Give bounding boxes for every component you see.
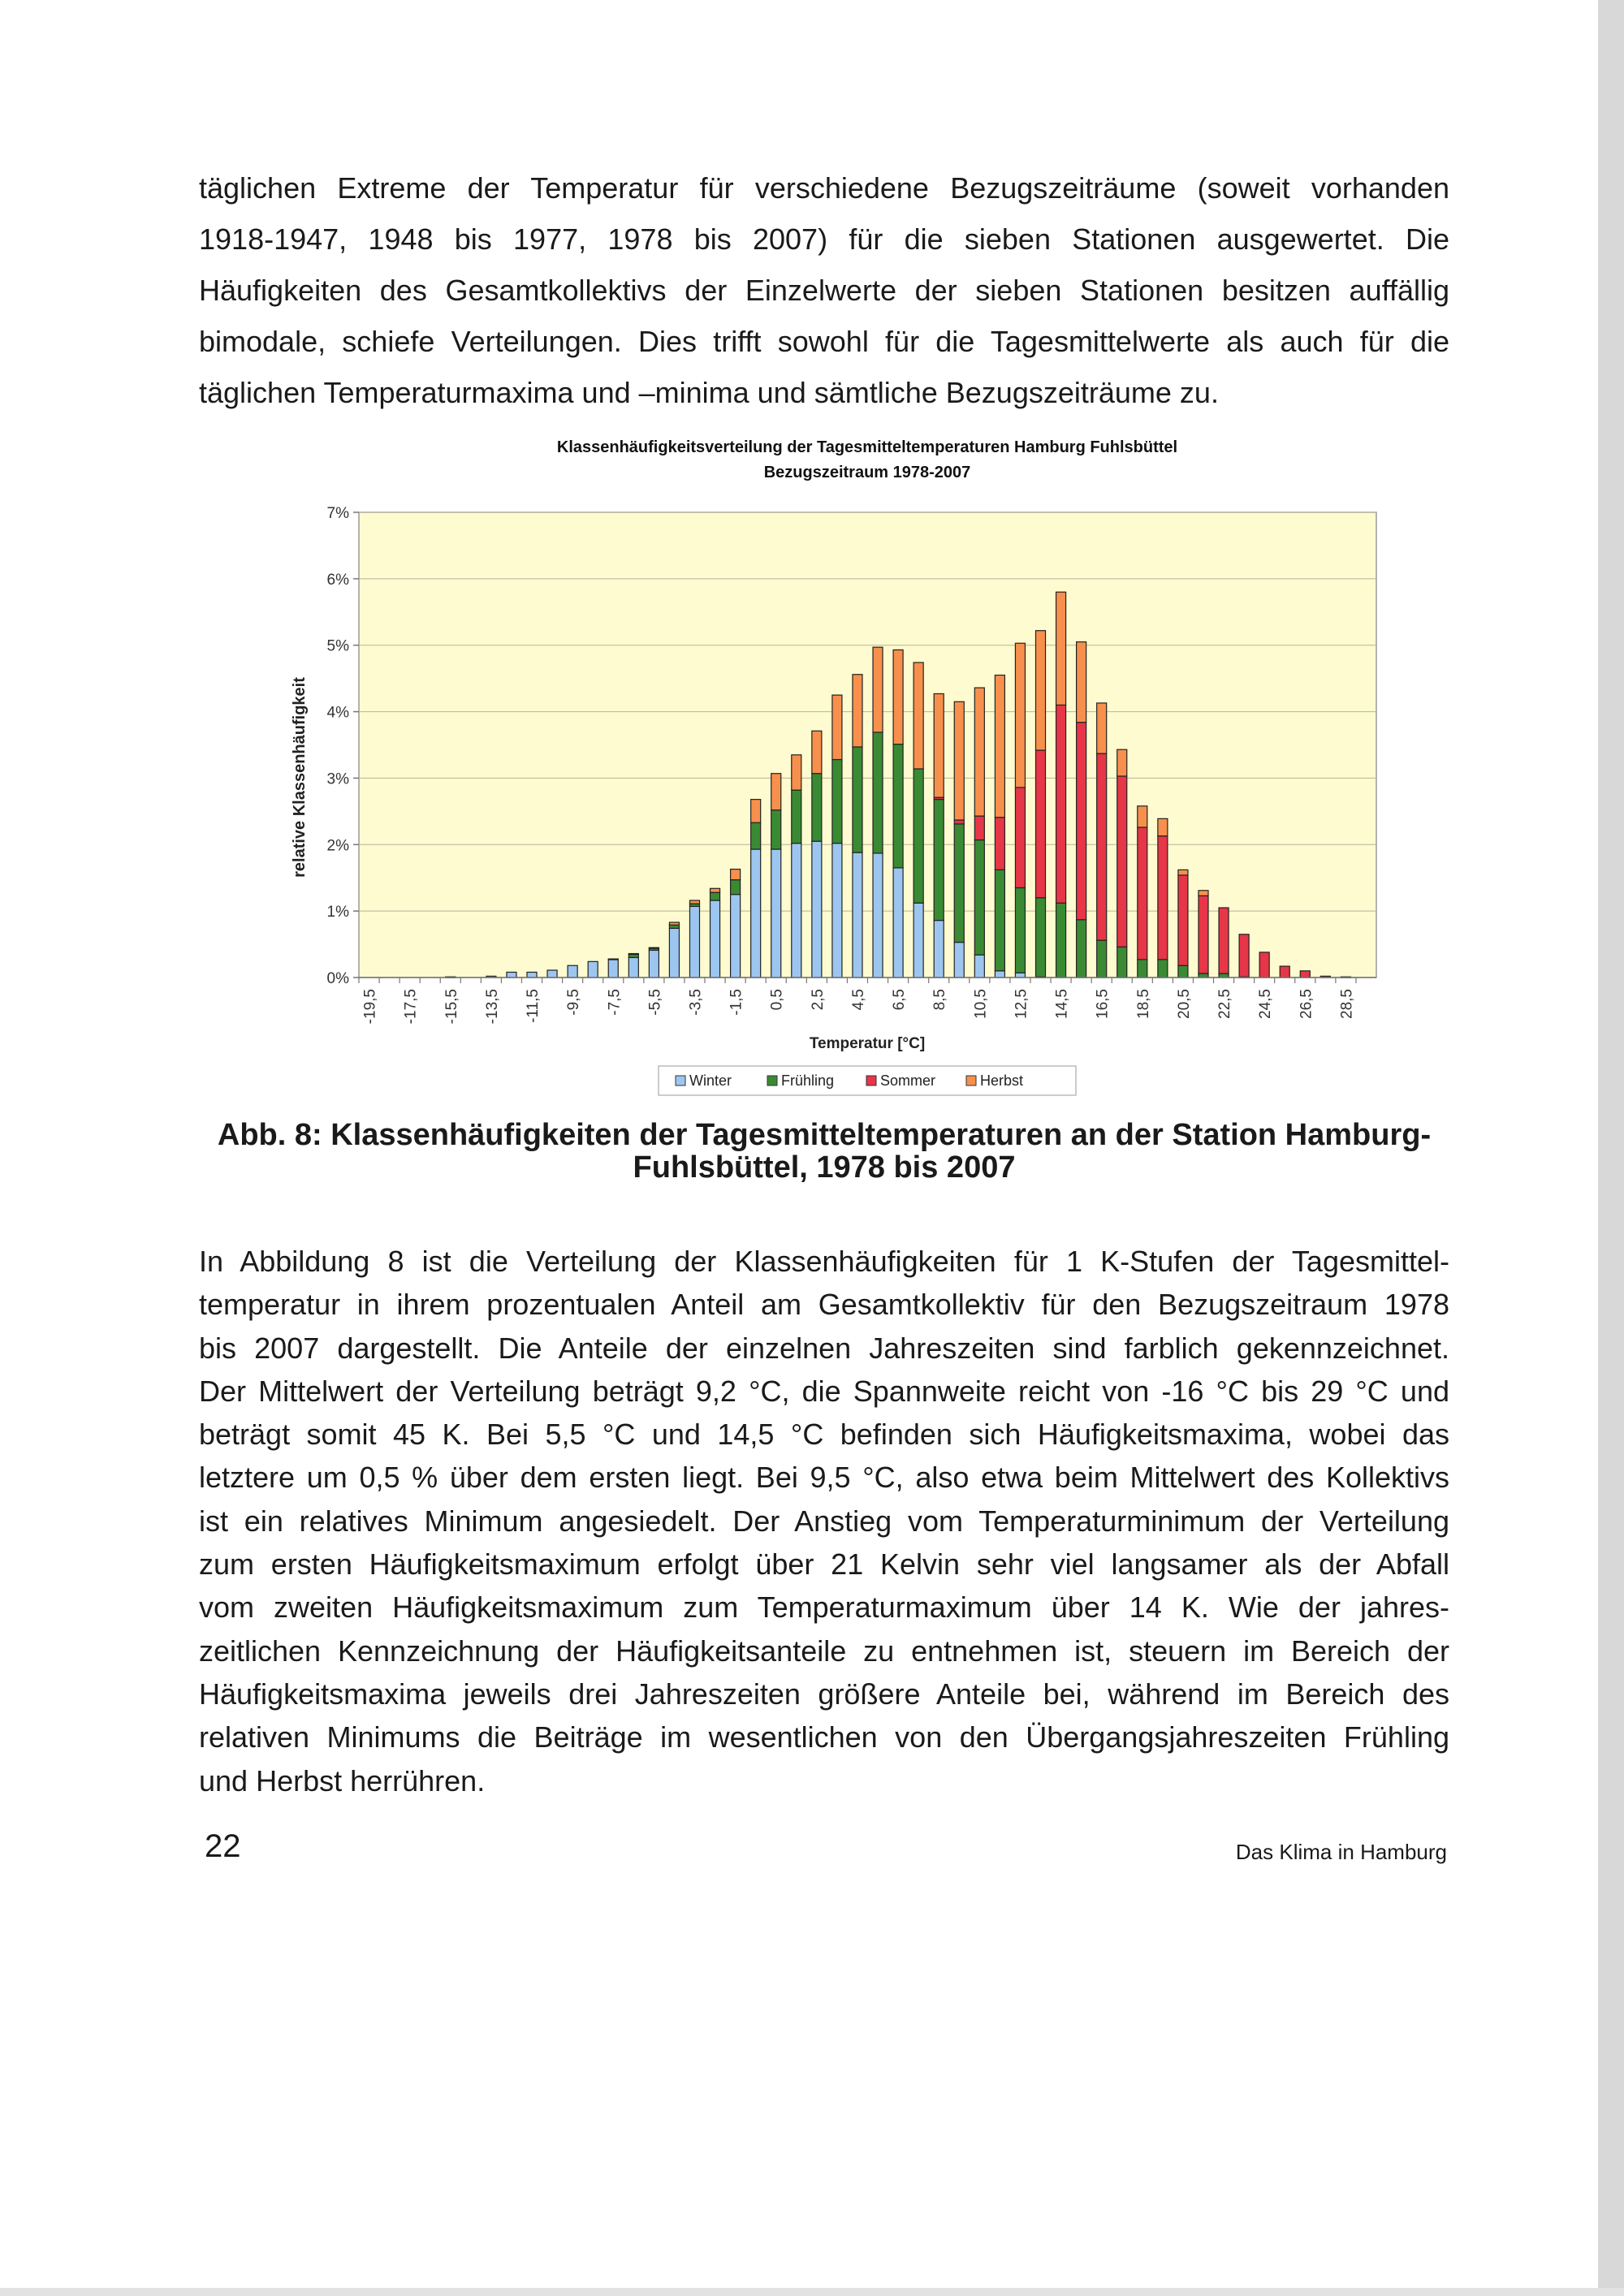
bar-segment-herbst bbox=[1138, 806, 1147, 827]
y-tick-label: 2% bbox=[326, 837, 349, 855]
bar-segment-sommer bbox=[1300, 971, 1310, 978]
caption-line: Abb. 8: Klassenhäufigkeiten der Tagesmitteltemperaturen an der Station Hamburg- bbox=[217, 1118, 1432, 1152]
x-tick-label: 14,5 bbox=[1053, 989, 1071, 1019]
bar-segment-winter bbox=[751, 849, 761, 978]
bar-segment-sommer bbox=[1056, 705, 1066, 903]
y-tick-label: 5% bbox=[326, 637, 349, 655]
bar-segment-frühling bbox=[934, 800, 944, 921]
bar-segment-winter bbox=[628, 957, 638, 978]
text-line: zum ersten Häufigkeitsmaximum erfolgt über 21 Kelvin sehr viel langsamer als der Abfall bbox=[199, 1547, 1449, 1582]
bar-segment-herbst bbox=[914, 662, 923, 769]
bar-segment-herbst bbox=[792, 755, 801, 790]
bar-segment-sommer bbox=[1219, 908, 1229, 973]
bar-segment-winter bbox=[914, 903, 923, 978]
bar-segment-frühling bbox=[1035, 898, 1045, 977]
x-tick-label: 8,5 bbox=[931, 989, 949, 1011]
x-tick-label: 18,5 bbox=[1134, 989, 1152, 1019]
bar-segment-frühling bbox=[771, 810, 781, 849]
x-tick-label: 20,5 bbox=[1175, 989, 1193, 1019]
caption-line: Fuhlsbüttel, 1978 bis 2007 bbox=[633, 1150, 1016, 1185]
bar-segment-winter bbox=[608, 960, 618, 978]
legend-label: Winter bbox=[689, 1072, 732, 1089]
legend-label: Sommer bbox=[880, 1072, 936, 1089]
bar-segment-frühling bbox=[1056, 903, 1066, 978]
x-tick-label: -7,5 bbox=[606, 989, 624, 1016]
bar-segment-herbst bbox=[710, 888, 720, 892]
legend-label: Frühling bbox=[781, 1072, 835, 1089]
bar-segment-herbst bbox=[1199, 891, 1208, 896]
scan-edge-bottom bbox=[0, 2288, 1624, 2296]
bar-segment-frühling bbox=[954, 824, 964, 943]
bar-segment-winter bbox=[568, 965, 577, 978]
x-tick-label: -13,5 bbox=[483, 989, 501, 1025]
figure-caption bbox=[199, 1119, 1449, 1184]
bar-segment-sommer bbox=[1138, 827, 1147, 960]
bar-segment-sommer bbox=[1117, 776, 1127, 947]
x-tick-label: 10,5 bbox=[972, 989, 990, 1019]
bar-segment-winter bbox=[507, 972, 516, 978]
text-line: beträgt somit 45 K. Bei 5,5 °C und 14,5 °C befinden sich Häufigkeitsmaxima, wobei das bbox=[199, 1418, 1449, 1452]
bar-segment-sommer bbox=[1280, 966, 1289, 978]
bar-segment-frühling bbox=[1138, 960, 1147, 978]
text-line: ist ein relatives Minimum angesiedelt. Der Anstieg vom Temperaturminimum der Verteilung bbox=[199, 1504, 1449, 1538]
bar-segment-winter bbox=[710, 900, 720, 978]
bar-segment-winter bbox=[669, 928, 679, 978]
bar-segment-frühling bbox=[873, 732, 883, 853]
bar-segment-sommer bbox=[1259, 952, 1269, 978]
bar-segment-frühling bbox=[995, 870, 1004, 970]
bar-segment-winter bbox=[1015, 973, 1025, 978]
x-tick-label: 24,5 bbox=[1257, 989, 1275, 1019]
bar-segment-frühling bbox=[974, 840, 984, 956]
x-tick-label: 12,5 bbox=[1013, 989, 1030, 1019]
bar-segment-frühling bbox=[1117, 947, 1127, 978]
bar-segment-sommer bbox=[1077, 723, 1086, 920]
bar-segment-herbst bbox=[1015, 643, 1025, 788]
x-tick-label: 0,5 bbox=[768, 989, 786, 1011]
text-line: täglichen Temperaturmaxima und –minima und sämtliche Bezugszeiträume zu. bbox=[199, 376, 1219, 409]
bar-segment-herbst bbox=[1077, 642, 1086, 723]
bar-segment-frühling bbox=[669, 925, 679, 928]
bar-segment-winter bbox=[689, 906, 699, 978]
bar-segment-winter bbox=[527, 972, 537, 978]
x-tick-label: 4,5 bbox=[849, 989, 867, 1011]
bar-segment-herbst bbox=[832, 695, 842, 759]
x-tick-label: 22,5 bbox=[1216, 989, 1234, 1019]
bar-segment-sommer bbox=[954, 820, 964, 824]
bar-segment-herbst bbox=[689, 900, 699, 904]
bar-segment-herbst bbox=[1097, 703, 1107, 753]
chart-title: Klassenhäufigkeitsverteilung der Tagesmitteltemperaturen Hamburg Fuhlsbüttel bbox=[556, 438, 1178, 456]
bar-segment-frühling bbox=[1158, 960, 1168, 978]
y-tick-label: 3% bbox=[326, 770, 349, 788]
bar-segment-winter bbox=[771, 849, 781, 978]
y-axis-title: relative Klassenhäufigkeit bbox=[291, 677, 309, 878]
bar-segment-herbst bbox=[873, 647, 883, 732]
bar-segment-winter bbox=[853, 852, 862, 978]
bar-segment-sommer bbox=[1239, 934, 1249, 977]
text-line: und Herbst herrühren. bbox=[199, 1763, 486, 1798]
text-line: Häufigkeiten des Gesamtkollektivs der Einzelwerte der sieben Stationen besitzen auffällig bbox=[199, 274, 1449, 307]
text-line: Der Mittelwert der Verteilung beträgt 9,2 °C, die Spannweite reicht von -16 °C bis 29 °C und bbox=[199, 1374, 1449, 1408]
bar-segment-frühling bbox=[832, 760, 842, 844]
bar-segment-sommer bbox=[1178, 875, 1188, 965]
text-line: In Abbildung 8 ist die Verteilung der Klassenhäufigkeiten für 1 K-Stufen der Tagesmittel- bbox=[199, 1245, 1449, 1278]
x-tick-label: 2,5 bbox=[809, 989, 827, 1011]
x-tick-label: -11,5 bbox=[525, 989, 542, 1023]
bar-segment-winter bbox=[954, 943, 964, 978]
bar-segment-winter bbox=[731, 895, 741, 978]
bar-segment-winter bbox=[812, 841, 822, 978]
bar-segment-sommer bbox=[1158, 836, 1168, 960]
bar-segment-winter bbox=[547, 970, 557, 978]
text-line: bis 2007 dargestellt. Die Anteile der einzelnen Jahreszeiten sind farblich gekennzeichnet. bbox=[199, 1331, 1449, 1365]
bar-segment-herbst bbox=[995, 675, 1004, 818]
bar-segment-herbst bbox=[771, 774, 781, 810]
y-tick-label: 6% bbox=[326, 571, 349, 589]
y-tick-label: 1% bbox=[326, 904, 349, 921]
bar-segment-frühling bbox=[1097, 940, 1107, 978]
bar-segment-herbst bbox=[669, 922, 679, 925]
x-tick-label: -17,5 bbox=[402, 989, 420, 1025]
bar-segment-sommer bbox=[1097, 753, 1107, 940]
bar-segment-herbst bbox=[1158, 818, 1168, 835]
x-tick-label: -3,5 bbox=[687, 989, 705, 1016]
bar-segment-frühling bbox=[812, 774, 822, 841]
bar-segment-frühling bbox=[792, 790, 801, 843]
bar-segment-winter bbox=[588, 961, 598, 978]
legend-swatch-herbst bbox=[966, 1076, 976, 1085]
bar-segment-herbst bbox=[853, 675, 862, 747]
text-line: zeitlichen Kennzeichnung der Häufigkeitsanteile zu entnehmen ist, steuern im Bereich der bbox=[199, 1634, 1449, 1668]
bar-segment-herbst bbox=[1035, 631, 1045, 750]
bar-segment-herbst bbox=[1178, 870, 1188, 875]
legend-swatch-sommer bbox=[866, 1076, 876, 1085]
bar-segment-herbst bbox=[893, 650, 903, 744]
bar-segment-winter bbox=[995, 971, 1004, 978]
legend-label: Herbst bbox=[980, 1072, 1024, 1089]
x-tick-label: -1,5 bbox=[728, 989, 745, 1016]
y-tick-label: 7% bbox=[326, 505, 349, 522]
x-tick-label: -5,5 bbox=[646, 989, 664, 1016]
y-tick-label: 0% bbox=[326, 970, 349, 987]
running-footer: Das Klima in Hamburg bbox=[1235, 1840, 1447, 1864]
bar-segment-herbst bbox=[628, 954, 638, 955]
x-tick-label: 6,5 bbox=[891, 989, 909, 1011]
bar-segment-herbst bbox=[812, 731, 822, 773]
bar-segment-herbst bbox=[934, 693, 944, 797]
bar-segment-winter bbox=[832, 844, 842, 978]
x-axis-title: Temperatur [°C] bbox=[809, 1035, 926, 1052]
bar-segment-herbst bbox=[751, 800, 761, 823]
text-line: Häufigkeitsmaxima jeweils drei Jahreszeiten größere Anteile bei, während im Bereich des bbox=[199, 1677, 1449, 1711]
bar-segment-frühling bbox=[914, 769, 923, 903]
bar-segment-sommer bbox=[1199, 896, 1208, 973]
x-tick-label: 28,5 bbox=[1338, 989, 1356, 1019]
text-line: täglichen Extreme der Temperatur für verschiedene Bezugszeiträume (soweit vorhanden bbox=[199, 171, 1449, 205]
x-tick-label: -9,5 bbox=[565, 989, 583, 1016]
bar-segment-herbst bbox=[974, 688, 984, 816]
bar-segment-winter bbox=[893, 868, 903, 978]
bar-segment-sommer bbox=[995, 818, 1004, 870]
paragraph-description bbox=[199, 1240, 1449, 1802]
x-tick-label: 26,5 bbox=[1298, 989, 1315, 1019]
chart-title: Bezugszeitraum 1978-2007 bbox=[763, 464, 971, 481]
bar-segment-herbst bbox=[731, 870, 741, 880]
bar-segment-frühling bbox=[1077, 920, 1086, 978]
y-tick-label: 4% bbox=[326, 704, 349, 722]
text-line: 1918-1947, 1948 bis 1977, 1978 bis 2007) für die sieben Stationen ausgewertet. Die bbox=[199, 222, 1449, 256]
bar-segment-frühling bbox=[1015, 887, 1025, 973]
bar-segment-herbst bbox=[1117, 749, 1127, 776]
text-line: letztere um 0,5 % über dem ersten liegt. Bei 9,5 °C, also etwa beim Mittelwert des Kollektivs bbox=[199, 1461, 1449, 1495]
x-tick-label: 16,5 bbox=[1094, 989, 1112, 1019]
bar-segment-winter bbox=[649, 950, 659, 978]
bar-segment-frühling bbox=[731, 880, 741, 895]
x-tick-label: -15,5 bbox=[443, 989, 460, 1025]
legend-swatch-winter bbox=[676, 1076, 685, 1085]
bar-segment-frühling bbox=[853, 747, 862, 852]
bar-segment-winter bbox=[792, 844, 801, 978]
legend-swatch-frühling bbox=[767, 1076, 777, 1085]
page-number: 22 bbox=[205, 1828, 241, 1864]
bar-segment-herbst bbox=[954, 701, 964, 820]
text-line: temperatur in ihrem prozentualen Anteil am Gesamtkollektiv für den Bezugszeitraum 1978 bbox=[199, 1288, 1449, 1322]
stacked-bar-chart bbox=[0, 0, 1624, 1112]
bar-segment-herbst bbox=[649, 947, 659, 948]
bar-segment-frühling bbox=[1178, 965, 1188, 978]
bar-segment-winter bbox=[934, 921, 944, 978]
bar-segment-herbst bbox=[1056, 592, 1066, 705]
bar-segment-sommer bbox=[1035, 750, 1045, 898]
bar-segment-sommer bbox=[1015, 788, 1025, 888]
text-line: relativen Minimums die Beiträge im wesentlichen von den Übergangsjahreszeiten Frühling bbox=[199, 1720, 1449, 1754]
bar-segment-frühling bbox=[893, 744, 903, 868]
text-line: vom zweiten Häufigkeitsmaximum zum Temperaturmaximum über 14 K. Wie der jahres- bbox=[199, 1590, 1449, 1625]
bar-segment-frühling bbox=[608, 959, 618, 960]
bar-segment-sommer bbox=[974, 816, 984, 839]
bar-segment-winter bbox=[873, 853, 883, 978]
text-line: bimodale, schiefe Verteilungen. Dies trifft sowohl für die Tagesmittelwerte als auch für die bbox=[199, 325, 1449, 358]
x-tick-label: -19,5 bbox=[361, 989, 379, 1025]
bar-segment-frühling bbox=[710, 892, 720, 900]
bar-segment-frühling bbox=[751, 822, 761, 849]
bar-segment-winter bbox=[974, 955, 984, 978]
